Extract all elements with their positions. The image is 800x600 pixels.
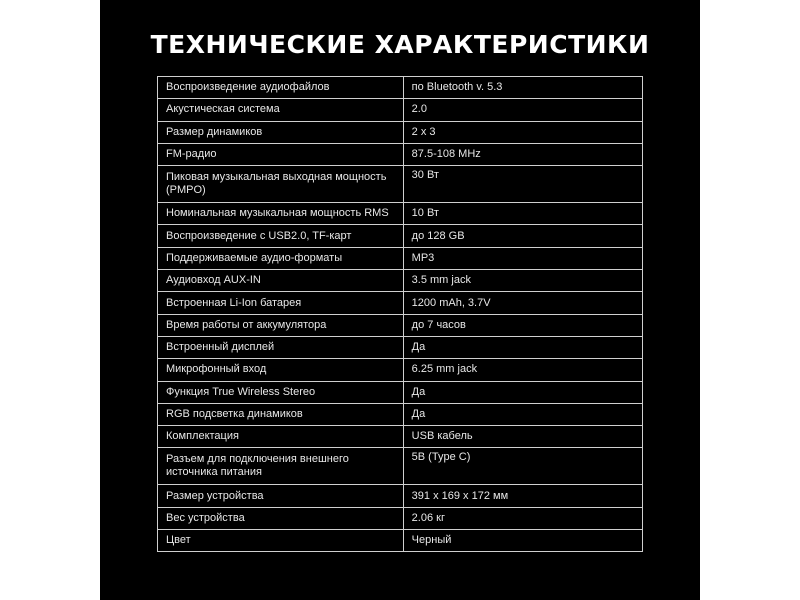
value-cell: 87.5-108 MHz: [403, 143, 642, 165]
param-cell: Разъем для подключения внешнего источника питания: [158, 448, 404, 485]
specs-table: [157, 76, 643, 552]
param-cell: Встроенный дисплей: [158, 336, 404, 358]
value-cell: 10 Вт: [403, 203, 642, 225]
table-row: [158, 270, 643, 292]
table-row: [158, 507, 643, 529]
param-cell: Вес устройства: [158, 507, 404, 529]
table-row: [158, 381, 643, 403]
value-cell: 3.5 mm jack: [403, 270, 642, 292]
param-cell: Поддерживаемые аудио-форматы: [158, 247, 404, 269]
value-cell: 2.0: [403, 99, 642, 121]
value-cell: 30 Вт: [403, 166, 642, 203]
table-row: [158, 99, 643, 121]
param-cell: Акустическая система: [158, 99, 404, 121]
table-row: [158, 448, 643, 485]
value-cell: по Bluetooth v. 5.3: [403, 77, 642, 99]
table-row: [158, 143, 643, 165]
table-row: [158, 426, 643, 448]
param-cell: Комплектация: [158, 426, 404, 448]
value-cell: USB кабель: [403, 426, 642, 448]
param-cell: Номинальная музыкальная мощность RMS: [158, 203, 404, 225]
value-cell: 2.06 кг: [403, 507, 642, 529]
value-cell: 2 x 3: [403, 121, 642, 143]
param-cell: Аудиовход AUX-IN: [158, 270, 404, 292]
table-row: [158, 77, 643, 99]
page-title: ТЕХНИЧЕСКИЕ ХАРАКТЕРИСТИКИ: [150, 30, 650, 59]
param-cell: Воспроизведение аудиофайлов: [158, 77, 404, 99]
value-cell: 6.25 mm jack: [403, 359, 642, 381]
table-row: [158, 225, 643, 247]
param-cell: RGB подсветка динамиков: [158, 403, 404, 425]
value-cell: Да: [403, 381, 642, 403]
table-row: [158, 314, 643, 336]
spec-card: [100, 0, 700, 600]
value-cell: 391 x 169 x 172 мм: [403, 485, 642, 507]
table-row: [158, 359, 643, 381]
table-row: [158, 336, 643, 358]
table-row: [158, 403, 643, 425]
param-cell: FM-радио: [158, 143, 404, 165]
table-row: [158, 121, 643, 143]
param-cell: Цвет: [158, 530, 404, 552]
table-row: [158, 292, 643, 314]
value-cell: до 128 GB: [403, 225, 642, 247]
param-cell: Воспроизведение с USB2.0, TF-карт: [158, 225, 404, 247]
param-cell: Размер устройства: [158, 485, 404, 507]
value-cell: Да: [403, 403, 642, 425]
table-row: [158, 530, 643, 552]
table-row: [158, 166, 643, 203]
param-cell: Микрофонный вход: [158, 359, 404, 381]
table-row: [158, 247, 643, 269]
value-cell: 5В (Type C): [403, 448, 642, 485]
value-cell: 1200 mAh, 3.7V: [403, 292, 642, 314]
param-cell: Встроенная Li-Ion батарея: [158, 292, 404, 314]
param-cell: Время работы от аккумулятора: [158, 314, 404, 336]
param-cell: Функция True Wireless Stereo: [158, 381, 404, 403]
param-cell: Размер динамиков: [158, 121, 404, 143]
value-cell: до 7 часов: [403, 314, 642, 336]
value-cell: Да: [403, 336, 642, 358]
param-cell: Пиковая музыкальная выходная мощность (PMPO): [158, 166, 404, 203]
value-cell: MP3: [403, 247, 642, 269]
table-row: [158, 485, 643, 507]
value-cell: Черный: [403, 530, 642, 552]
table-row: [158, 203, 643, 225]
